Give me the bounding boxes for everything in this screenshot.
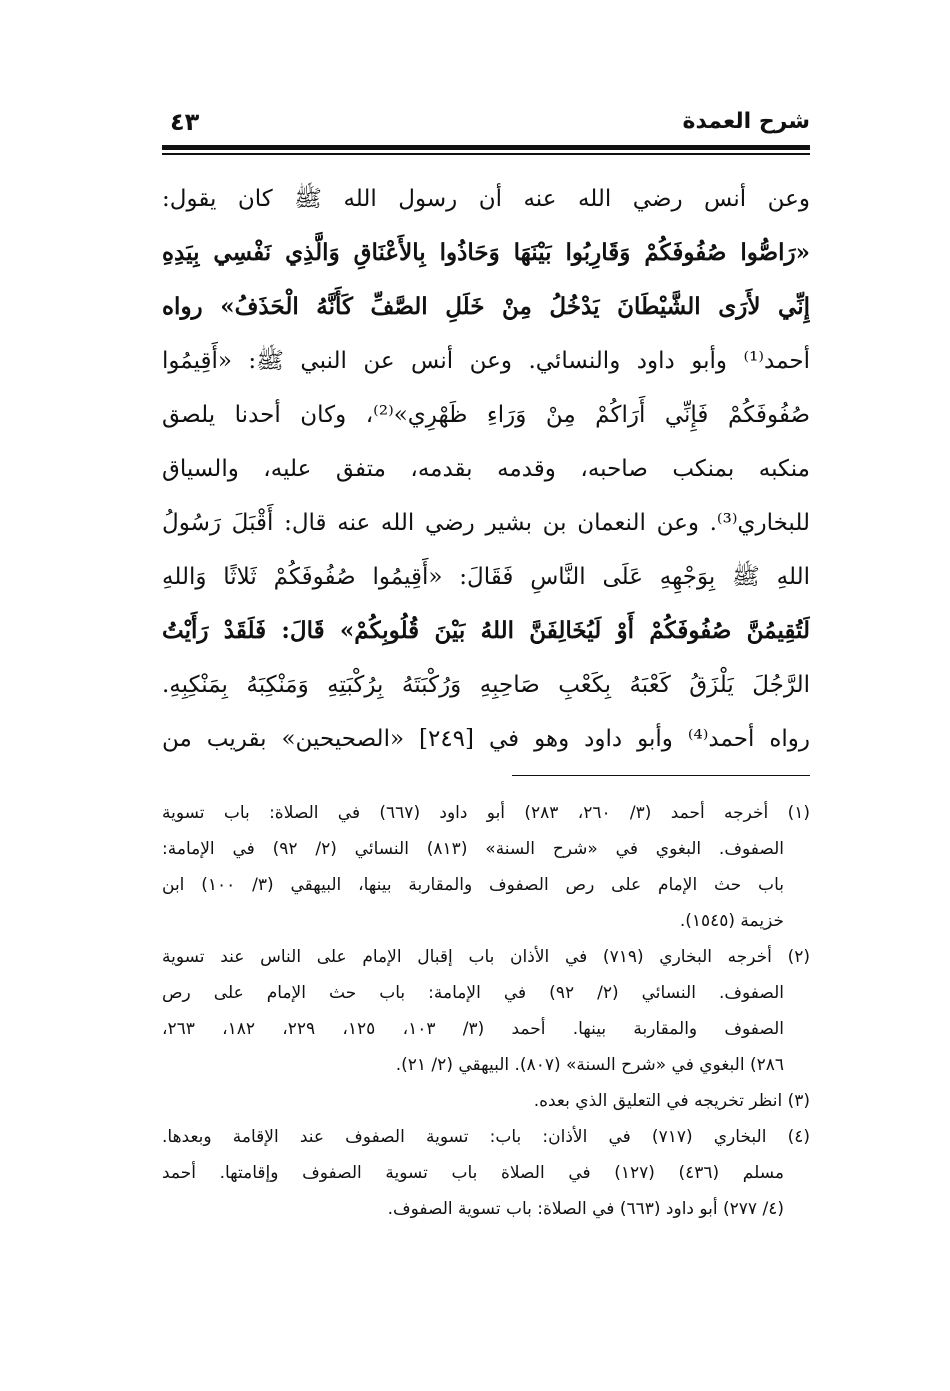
body-line: اللهِ ﷺ بِوَجْهِهِ عَلَى النَّاسِ فَقَالَ: «أَقِيمُوا صُفُوفَكُمْ ثَلاثًا وَاللهِ <box>162 564 810 590</box>
body-line: منكبه بمنكب صاحبه، وقدمه بقدمه، متفق عليه، والسياق <box>162 456 810 482</box>
footnote-line: (٢) أخرجه البخاري (٧١٩) في الأذان باب إقبال الإمام على الناس عند تسوية <box>162 947 810 967</box>
footnote-separator <box>512 775 810 776</box>
page-header <box>162 100 810 142</box>
body-line: صُفُوفَكُمْ فَإِنِّي أَرَاكُمْ مِنْ وَرَاءِ ظَهْرِي»⁽²⁾، وكان أحدنا يلصق <box>162 402 810 428</box>
footnote-line: الصفوف. النسائي (٢/ ٩٢) في الإمامة: باب حث الإمام على رص <box>162 983 784 1003</box>
footnote-2 <box>162 939 810 1083</box>
body-line: أحمد⁽¹⁾ وأبو داود والنسائي. وعن أنس عن النبي ﷺ: «أَقِيمُوا <box>162 348 810 374</box>
footnote-line: باب حث الإمام على رص الصفوف والمقاربة بينها، البيهقي (٣/ ١٠٠) ابن <box>162 875 784 895</box>
main-text <box>162 172 810 766</box>
running-title: شرح العمدة <box>682 109 810 134</box>
body-line: لَتُقِيمُنَّ صُفُوفَكُمْ أَوْ لَيُخَالِفَنَّ اللهُ بَيْنَ قُلُوبِكُمْ» قَالَ: فَلَقَدْ رَأَيْتُ <box>162 617 810 644</box>
footnote-line: الصفوف. البغوي في «شرح السنة» (٨١٣) النسائي (٢/ ٩٢) في الإمامة: <box>162 839 784 859</box>
page-number: ٤٣ <box>170 108 200 136</box>
footnote-line: مسلم (٤٣٦) (١٢٧) في الصلاة باب تسوية الصفوف وإقامتها. أحمد <box>162 1163 785 1183</box>
footnote-line: (٤) البخاري (٧١٧) في الأذان: باب: تسوية الصفوف عند الإقامة وبعدها. <box>162 1127 810 1147</box>
footnote-3 <box>162 1083 810 1119</box>
footnote-line: خزيمة (١٥٤٥). <box>679 911 784 931</box>
body-line: إِنِّي لأَرَى الشَّيْطَانَ يَدْخُلُ مِنْ خَلَلِ الصَّفِّ كَأَنَّهُ الْحَذَفُ» رواه <box>162 293 810 320</box>
body-line: رواه أحمد⁽⁴⁾ وأبو داود وهو في [٢٤٩] «الصحيحين» بقريب من <box>162 726 810 752</box>
header-rule-thick <box>162 145 810 150</box>
footnote-line: (١) أخرجه أحمد (٣/ ٢٦٠، ٢٨٣) أبو داود (٦٦٧) في الصلاة: باب تسوية <box>162 803 810 823</box>
footnote-line: (٣) انظر تخريجه في التعليق الذي بعده. <box>533 1091 810 1111</box>
body-line: الرَّجُلَ يَلْزَقُ كَعْبَهُ بِكَعْبِ صَاحِبِهِ وَرُكْبَتَهُ بِرُكْبَتِهِ وَمَنْكِبَهُ بِمَنْكِبِهِ. <box>162 672 810 698</box>
header-rule-thin <box>162 153 810 155</box>
body-line: «رَاصُّوا صُفُوفَكُمْ وَقَارِبُوا بَيْنَهَا وَحَاذُوا بِالأَعْنَاقِ وَالَّذِي نَفْسِي بِيَدِهِ <box>162 239 810 266</box>
body-line: للبخاري⁽³⁾. وعن النعمان بن بشير رضي الله عنه قال: أَقْبَلَ رَسُولُ <box>162 510 810 536</box>
footnote-line: (٤/ ٢٧٧) أبو داود (٦٦٣) في الصلاة: باب تسوية الصفوف. <box>387 1199 784 1219</box>
footnote-line: الصفوف والمقاربة بينها. أحمد (٣/ ١٠٣، ١٢٥، ٢٢٩، ١٨٢، ٢٦٣، <box>162 1019 785 1039</box>
footnote-line: ٢٨٦) البغوي في «شرح السنة» (٨٠٧). البيهقي (٢/ ٢١). <box>395 1055 784 1075</box>
footnote-1 <box>162 795 810 939</box>
footnote-4 <box>162 1119 810 1227</box>
footnotes <box>162 795 810 1227</box>
body-line: وعن أنس رضي الله عنه أن رسول الله ﷺ كان يقول: <box>162 186 810 212</box>
